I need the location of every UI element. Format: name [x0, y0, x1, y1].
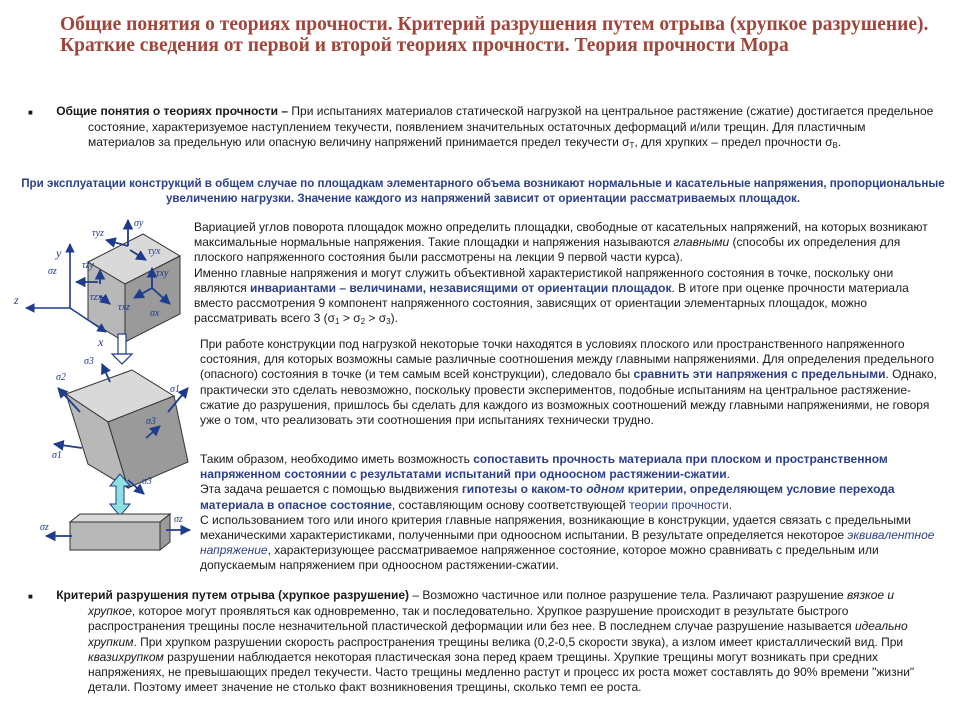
tau-xy-label: τxy — [156, 268, 169, 279]
p4-a: Таким образом, необходимо иметь возможность — [200, 452, 470, 466]
sigma-t-index: T — [629, 141, 635, 151]
p2-main-word: главными — [673, 235, 730, 250]
sigma-b-index: B — [832, 141, 838, 151]
bar-front-face — [70, 522, 160, 550]
brittle-fracture-paragraph — [28, 588, 934, 695]
sigma1-left-label: σ1 — [52, 450, 62, 461]
tau-yz-label: τyz — [92, 228, 104, 239]
p5-a: – Возможно частичное или полное разрушение тела. Различают разрушение — [412, 588, 844, 602]
p5-g: разрушении наблюдается некоторая пластическая зона перед краем трещины. Хрупкие трещины могут возникать при средних напряжениях, не превышающих предел текучести. Часто трещины медленно растут и процесс их роста может составлять до 90% времени "жизни" детали. Поэтому имеет значение не столько факт возникновения трещины, сколько темп ее роста. — [88, 649, 915, 695]
tau-xz-label: τxz — [118, 302, 130, 313]
p4-h: , составляющим основу соответствующей — [391, 497, 626, 512]
p4-j: . — [728, 497, 733, 512]
axis-z-label: z — [14, 293, 19, 307]
page-title: Общие понятия о теориях прочности. Критерий разрушения путем отрыва (хрупкое разрушение). Краткие сведения от первой и второй теориях прочности. Теория прочности Мора — [60, 14, 929, 56]
bullet-icon-2: ■ — [28, 592, 33, 601]
sigma1-right-label: σ1 — [170, 384, 180, 395]
p2-s3: σ — [378, 311, 387, 326]
sigma-b-symbol: σ — [825, 135, 833, 150]
p4-m: , характеризующее рассматриваемое напряженное состояние, которое можно сравнивать с предельным или допускаемым напряжением при одноосном растяжении-сжатии. — [200, 543, 879, 573]
p2-a: Вариацией углов поворота площадок можно определить площадки, свободные от касательных напряжений, на которых возникают максимальные нормальные напряжения. Такие площадки и напряжения называются — [194, 220, 928, 250]
bar-left-label: σz — [40, 522, 49, 533]
p4-hypothesis: гипотезы о каком-то — [461, 482, 583, 497]
p2-c: (способы их определения для плоского напряженного состояния были рассмотрены на лекции 9 первой части курса). — [194, 235, 901, 265]
tau-zy-label: τzy — [82, 260, 94, 271]
p2-i1: 1 — [335, 317, 340, 327]
p3-compare: сравнить эти напряжения с предельными — [633, 367, 886, 382]
p5-f: квазихрупком — [88, 649, 164, 664]
p5-heading: Критерий разрушения путем отрыва (хрупкое разрушение) — [56, 588, 410, 602]
p3-a: При работе конструкции под нагрузкой некоторые точки находятся в условиях плоского или пространственного напряженного состояния, для которых возможны самые различные соотношения между главными напряжениями. Для определения предельного (опасного) состояния в точке (и тем самым всей конструкции), следовало бы — [200, 337, 935, 382]
tau-zx-label: τzx — [90, 292, 102, 303]
p2-gt2: > — [365, 311, 379, 326]
p2-g: ). — [390, 311, 398, 326]
p4-theory: теории прочности — [629, 497, 729, 512]
sigma-y-label: σy — [134, 218, 144, 229]
p2-d: Именно главные напряжения и могут служить объективной характеристикой напряженного состояния в точке, поскольку они являются — [194, 265, 894, 295]
p3-c: . Однако, практически это сделать невозможно, поскольку провести экспериментов, подобные испытаниям на центральное растяжение-сжатие до разрушения, пришлось бы сделать для каждого из возможных соотношений между главными напряжениями, не говоря уже о том, что реализовать эти соотношения при испытаниях технически трудно. — [200, 367, 937, 428]
sigma2-left-label: σ2 — [56, 372, 66, 383]
p5-e: . При хрупком разрушении скорость распространения трещины велика (0,2-0,5 скорости звука), а излом имеет кристаллический вид. При — [133, 634, 904, 649]
p5-c: , которое могут проявляться как одновременно, так и последовательно. Хрупкое разрушение происходит в результате быстрого распространения трещины после незначительной пластической деформации или без нее. В последнем случае разрушение называется — [88, 604, 852, 634]
bullet-icon: ■ — [28, 108, 33, 117]
sigma-face-label: σ3 — [146, 416, 156, 427]
p5-d: идеально хрупким — [88, 619, 908, 649]
sigma-t-symbol: σ — [622, 135, 630, 150]
sigma3-top-label: σ3 — [84, 356, 94, 367]
p4-criterion: критерии, определяющем условие перехода материала в опасное состояние — [200, 482, 895, 512]
p2-s2: σ — [353, 311, 361, 326]
bar-top-face — [70, 514, 170, 522]
intro-text: При испытаниях материалов статической нагрузкой на центральное растяжение (сжатие) достигается предельное состояние, характеризуемое наступлением текучести, появлением значительных остаточных деформаций и/или трещин. Для пластичным материалов за предельную или опасную величину напряжений принимается предел текучести — [88, 104, 934, 150]
p2-i2: 2 — [360, 317, 366, 327]
sigma-x-label: σx — [150, 308, 160, 319]
p2-gt1: > — [339, 311, 354, 326]
principal-stress-paragraph — [194, 220, 940, 326]
p4-compare: сопоставить прочность материала при плоском и пространственном напряженном состоянии с результатами испытаний при одноосном растяжении-сжатии — [200, 452, 888, 482]
p4-c: . — [726, 467, 730, 482]
p4-d: Эта задача решается с помощью выдвижения — [200, 482, 459, 497]
limit-state-paragraph — [200, 337, 940, 428]
p4-one: одном — [586, 482, 625, 497]
tau-yx-label: τyx — [148, 246, 161, 257]
intro-end: . — [837, 135, 842, 150]
p4-k: С использованием того или иного критерия главные напряжения, возникающие в конструкции, удается связать с предельными механическими характеристиками, полученными при одноосном испытании. В результате определяется некоторое — [200, 512, 911, 543]
emphasis-paragraph: При эксплуатации конструкций в общем случае по площадкам элементарного объема возникают нормальные и касательные напряжения, пропорциональные увеличению нагрузки. Значение каждого из напряжений зависит от ориентации рассматриваемых площадок. — [21, 177, 945, 206]
p4-equivalent: эквивалентное напряжение — [200, 528, 935, 558]
sigma3-bottom-label: σ3 — [142, 476, 152, 487]
p2-i3: 3 — [386, 317, 391, 327]
p5-b: вязкое и хрупкое — [88, 588, 895, 619]
axis-x-label: x — [98, 335, 104, 349]
intro-text-b: , для хрупких – предел прочности — [634, 135, 822, 150]
stress-state-figure — [10, 212, 195, 580]
bar-right-label: σz — [174, 514, 183, 525]
hypothesis-paragraph — [200, 452, 940, 574]
p2-f: . В итоге при оценке прочности материала вместо рассмотрения 9 компонент напряженного состояния, зависящих от ориентации элементарных площадок, можно рассматривать всего 3 ( — [194, 280, 909, 326]
stress-cube — [88, 234, 180, 342]
intro-paragraph — [28, 104, 934, 151]
sigma1-left-arrow — [54, 444, 82, 448]
axis-y-label: y — [56, 246, 62, 260]
p2-s1: σ — [327, 311, 336, 326]
sigma-z-label: σz — [48, 266, 57, 277]
intro-heading: Общие понятия о теориях прочности – — [56, 104, 289, 118]
uniaxial-bar — [70, 514, 170, 550]
p2-invariants: инвариантами – величинами, независящими от ориентации площадок — [250, 280, 672, 295]
